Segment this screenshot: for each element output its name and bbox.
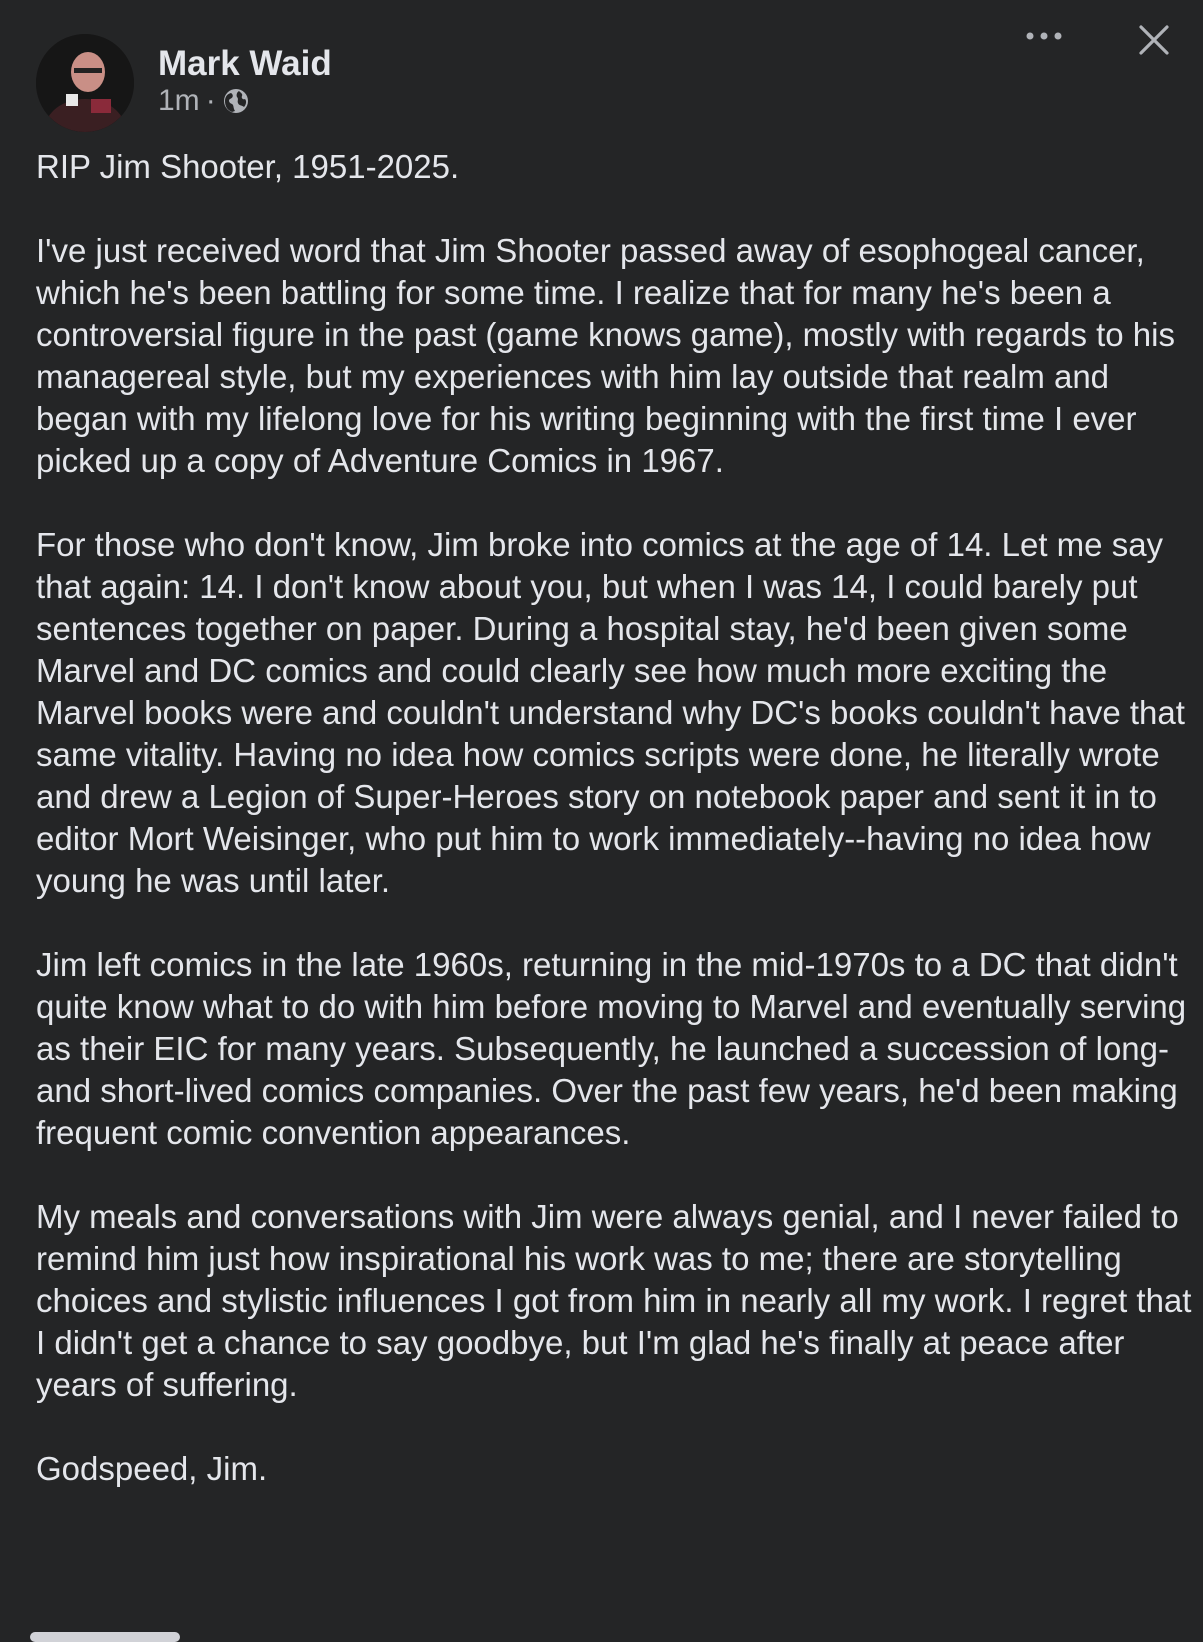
- post-paragraph: RIP Jim Shooter, 1951-2025.: [36, 148, 460, 185]
- meta-separator: ·: [205, 84, 216, 117]
- post-paragraph: For those who don't know, Jim broke into comics at the age of 14. Let me say that again: 14. I don't know about you, but when I was 14, I could barely put sentences together on paper. During a hospital stay, he'd been given some Marvel and DC comics and could clearly see how much more exciting the Marvel books were and couldn't understand why DC's books couldn't have that same vitality. Having no idea how comics scripts were done, he literally wrote and drew a Legion of Super-Heroes story on notebook paper and sent it in to editor Mort Weisinger, who put him to work immediately--having no idea how young he was until later.: [36, 526, 1185, 899]
- avatar[interactable]: [36, 34, 134, 132]
- post-paragraph: Godspeed, Jim.: [36, 1450, 268, 1487]
- more-options-button[interactable]: [1014, 16, 1074, 56]
- globe-icon[interactable]: [222, 87, 250, 115]
- more-horizontal-icon: [1024, 31, 1064, 41]
- avatar-image: [36, 34, 134, 132]
- close-button[interactable]: [1124, 10, 1184, 70]
- post-paragraph: Jim left comics in the late 1960s, returning in the mid-1970s to a DC that didn't quite know what to do with him before moving to Marvel and eventually serving as their EIC for many years. Subsequently, he launched a succession of long- and short-lived comics companies. Over the past few years, he'd been making frequent comic convention appearances.: [36, 946, 1187, 1151]
- close-icon: [1137, 23, 1171, 57]
- author-name[interactable]: Mark Waid: [158, 44, 332, 83]
- post-body: [36, 146, 1196, 1532]
- post-paragraph: My meals and conversations with Jim were always genial, and I never failed to remind him just how inspirational his work was to me; there are storytelling choices and stylistic influences I got from him in nearly all my work. I regret that I didn't get a chance to say goodbye, but I'm glad he's finally at peace after years of suffering.: [36, 1198, 1192, 1403]
- post-paragraph: I've just received word that Jim Shooter passed away of esophogeal cancer, which he's been battling for some time. I realize that for many he's been a controversial figure in the past (game knows game), mostly with regards to his managereal style, but my experiences with him lay outside that realm and began with my lifelong love for his writing beginning with the first time I ever picked up a copy of Adventure Comics in 1967.: [36, 232, 1175, 479]
- post-meta: [158, 84, 250, 118]
- post-time[interactable]: 1m: [158, 84, 200, 117]
- home-indicator: [30, 1632, 180, 1642]
- post-header: [36, 34, 1166, 134]
